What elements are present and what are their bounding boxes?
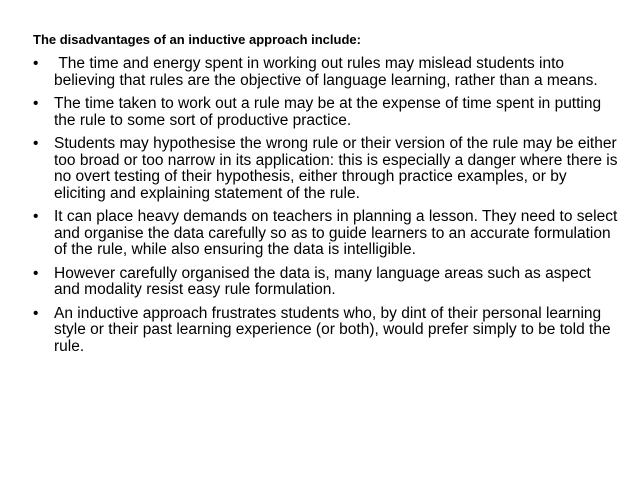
bullet-list	[33, 56, 618, 362]
bullet-item	[33, 56, 618, 89]
bullet-text: It can place heavy demands on teachers in planning a lesson. They need to select and organise the data carefully so as to guide learners to an accurate formulation of the rule, while also ensuring the data is intelligible.	[54, 208, 618, 258]
bullet-icon: •	[33, 55, 39, 72]
bullet-text: The time and energy spent in working out rules may mislead students into believing that rules are the objective of language learning, rather than a means.	[54, 55, 598, 89]
bullet-icon: •	[33, 304, 39, 322]
bullet-item	[33, 266, 618, 299]
bullet-text: However carefully organised the data is, many language areas such as aspect and modality resist easy rule formulation.	[54, 264, 591, 298]
bullet-text: An inductive approach frustrates students who, by dint of their personal learning style or their past learning experience (or both), would prefer simply to be told the rule.	[54, 304, 611, 355]
bullet-item	[33, 209, 618, 259]
bullet-item	[33, 136, 618, 202]
bullet-icon: •	[33, 208, 39, 225]
bullet-item	[33, 306, 618, 356]
slide-title: The disadvantages of an inductive approach include:	[33, 32, 361, 47]
bullet-text: The time taken to work out a rule may be at the expense of time spent in putting the rule to some sort of productive practice.	[54, 95, 602, 129]
bullet-icon: •	[33, 264, 39, 282]
bullet-text: Students may hypothesise the wrong rule or their version of the rule may be either too broad or too narrow in its application: this is especially a danger where there is no overt testing of their hypothesis, either through practice examples, or by eliciting and explaining statement of the rule.	[54, 135, 618, 202]
bullet-icon: •	[33, 95, 39, 112]
bullet-item	[33, 96, 618, 129]
bullet-icon: •	[33, 135, 39, 152]
